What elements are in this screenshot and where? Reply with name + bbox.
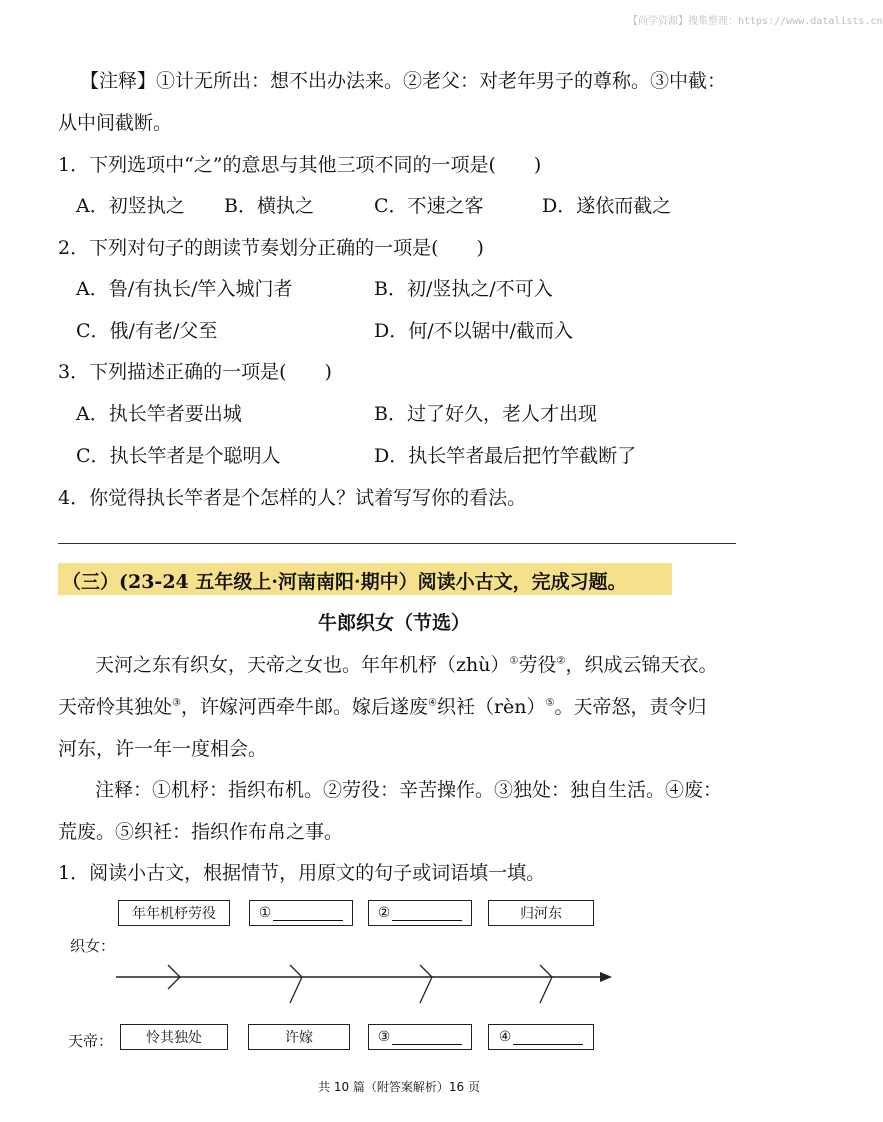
diagram-top-box-1: 年年机杼劳役 [118,900,230,926]
passage-notes-1: 注释：①机杼：指织布机。②劳役：辛苦操作。③独处：独自生活。④废： [95,779,723,801]
diagram-bottom-box-3[interactable]: ③ [368,1024,472,1050]
diagram-top-box-3[interactable]: ② [368,900,472,926]
q3-option-d: D．执长竿者最后把竹竿截断了 [374,445,637,467]
passage-line-2: 天帝怜其独处③，许嫁河西牵牛郎。嫁后遂废④织衽（rèn）⑤。天帝怒，责令归 [58,696,707,718]
q1-option-c: C．不速之客 [374,195,484,217]
question-2-stem: 2．下列对句子的朗读节奏划分正确的一项是( ) [58,237,484,259]
watermark: 【尚学资源】搜集整理：https://www.datalists.cn [628,16,883,27]
page-footer: 共 10 篇（附答案解析）16 页 [318,1080,480,1094]
section-divider [58,543,736,544]
question-3-stem: 3．下列描述正确的一项是( ) [58,361,332,383]
q2-option-c: C．俄/有老/父至 [76,320,218,342]
diagram-bottom-box-1: 怜其独处 [120,1024,228,1050]
q1-option-b: B．横执之 [224,195,314,217]
notes-line-1: 【注释】①计无所出：想不出办法来。②老父：对老年男子的尊称。③中截： [80,70,727,92]
q3-option-c: C．执长竿者是个聪明人 [76,445,281,467]
passage-line-1: 天河之东有织女，天帝之女也。年年机杼（zhù）①劳役②，织成云锦天衣。 [95,654,718,676]
diagram-top-box-2[interactable]: ① [249,900,353,926]
passage-notes-2: 荒废。⑤织衽：指织作布帛之事。 [58,821,344,843]
question-1-stem: 1．下列选项中“之”的意思与其他三项不同的一项是( ) [58,154,542,176]
notes-line-2: 从中间截断。 [58,112,173,134]
blank-line [392,1030,462,1045]
section-header: （三）(23-24 五年级上·河南南阳·期中）阅读小古文，完成习题。 [62,571,627,593]
passage-title: 牛郎织女（节选） [318,612,471,634]
question-5-stem: 1．阅读小古文，根据情节，用原文的句子或词语填一填。 [58,862,546,884]
blank-line [513,1030,583,1045]
q3-option-a: A．执长竿者要出城 [76,403,242,425]
diagram-bottom-box-4[interactable]: ④ [488,1024,594,1050]
emperor-label: 天帝： [68,1032,114,1050]
passage-line-3: 河东，许一年一度相会。 [58,738,268,760]
q1-option-d: D．遂依而截之 [542,195,672,217]
q2-option-d: D．何/不以锯中/截而入 [374,320,574,342]
q2-option-b: B．初/竖执之/不可入 [374,278,553,300]
timeline-arrow [100,955,630,1015]
diagram-bottom-box-2: 许嫁 [248,1024,350,1050]
weaver-girl-label: 织女： [70,937,116,955]
diagram-top-box-4: 归河东 [488,900,594,926]
q1-option-a: A．初竖执之 [76,195,185,217]
blank-line [273,906,343,921]
blank-line [392,906,462,921]
q2-option-a: A．鲁/有执长/竿入城门者 [76,278,293,300]
question-4-stem: 4．你觉得执长竿者是个怎样的人？试着写写你的看法。 [58,487,527,509]
q3-option-b: B．过了好久，老人才出现 [374,403,597,425]
